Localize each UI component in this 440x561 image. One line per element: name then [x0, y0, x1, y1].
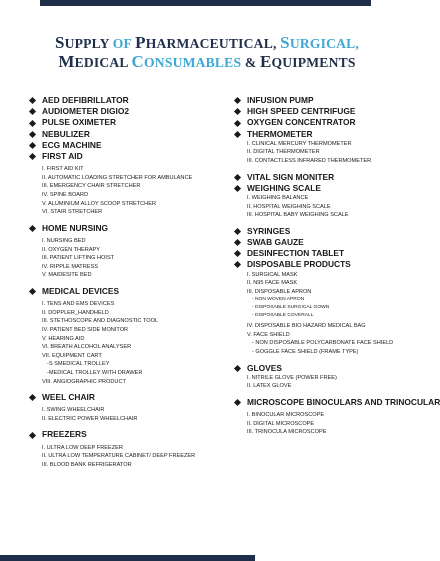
list-item: V. FACE SHIELD [247, 331, 290, 338]
diamond-bullet-icon [29, 142, 36, 149]
title-segment: M [58, 52, 75, 71]
category-microscope: MICROSCOPE BINOCULARS AND TRINOCULAR [233, 397, 408, 408]
diamond-bullet-icon [234, 131, 241, 138]
title-segment: UPPLY [64, 36, 113, 51]
list-item: III. PATIENT LIFTING HOIST [42, 255, 115, 262]
list-item: III. STETHOSCOPE AND DIAGNOSTIC TOOL [42, 318, 159, 325]
list-item: III. EMERGENCY CHAIR STRETCHER [42, 183, 141, 190]
list-item: II. DOPPLER_HANDHELD [42, 309, 109, 316]
list-item: I. TENS AND EMS DEVICES [42, 301, 115, 308]
category-wheel-chair: WEEL CHAIR [28, 392, 208, 403]
list-item: III. TRINOCULA MICROSCOPE [247, 429, 327, 436]
product-infusion-pump: INFUSION PUMP [233, 95, 408, 106]
list-item: II. DIGITAL THERMOMETER [247, 149, 320, 156]
list-item: III. BLOOD BANK REFRIGERATOR [42, 461, 132, 468]
diamond-bullet-icon [234, 228, 241, 235]
right-column [233, 95, 440, 437]
product-vital-sign-monitor: VITAL SIGN MONITER [233, 172, 408, 183]
diamond-bullet-icon [234, 250, 241, 257]
list-subitem: -MEDICAL TROLLEY WITH DRAWER [47, 369, 143, 376]
list-item: V. MAIDESITE BED [42, 272, 92, 279]
bottom-accent-bar [0, 555, 255, 561]
list-item: IV. RIPPLE MATRESS [42, 263, 98, 270]
list-item: VI. BREATH ALCOHOL ANALYSER [42, 344, 132, 351]
diamond-bullet-icon [29, 225, 36, 232]
title-line-2 [22, 53, 392, 72]
disposable-products-list [233, 271, 408, 357]
list-item: VIII. ANGIOGRAPHIC PRODUCT [42, 378, 126, 385]
list-item: VII. EQUIPMENT CART [42, 352, 102, 359]
list-item: II. HOSPITAL WEIGHING SCALE [247, 203, 331, 210]
diamond-bullet-icon [234, 174, 241, 181]
category-thermometer: THERMOMETER [233, 129, 408, 140]
list-subitem: - GOGGLE FACE SHIELD (FRAME TYPE) [252, 348, 359, 355]
thermometer-list [233, 140, 408, 166]
diamond-bullet-icon [29, 97, 36, 104]
product-nebulizer: NEBULIZER [28, 129, 208, 140]
list-item: I. BINOCULAR MICROSCOPE [247, 412, 325, 419]
title-segment: HARMACEUTICAL, [145, 36, 281, 51]
product-ecg-machine: ECG MACHINE [28, 140, 208, 151]
diamond-bullet-icon [29, 131, 36, 138]
diamond-bullet-icon [234, 185, 241, 192]
title-segment: ONSUMABLES [144, 55, 245, 70]
list-item: I. NITRILE GLOVE (POWER FREE) [247, 374, 337, 381]
product-pulse-oximeter: PULSE OXIMETER [28, 117, 208, 128]
diamond-bullet-icon [234, 365, 241, 372]
title-segment: S [54, 33, 65, 52]
title-line-1 [22, 34, 392, 53]
list-item: I. SWING WHEELCHAIR [42, 407, 105, 414]
diamond-bullet-icon [234, 97, 241, 104]
product-desinfection-tablet: DESINFECTION TABLET [233, 248, 408, 259]
diamond-bullet-icon [29, 432, 36, 439]
home-nursing-list [28, 237, 208, 280]
diamond-bullet-icon [29, 119, 36, 126]
top-accent-bar [40, 0, 371, 6]
list-item: I. SURGICAL MASK [247, 271, 298, 278]
title-segment: C [131, 52, 145, 71]
category-home-nursing: HOME NURSING [28, 223, 208, 234]
product-audiometer: AUDIOMETER DIGIO2 [28, 106, 208, 117]
title-segment: & [244, 55, 260, 70]
list-item: V. ALUMINIUM ALLOY SCOOP STRETCHER [42, 200, 156, 207]
diamond-bullet-icon [234, 399, 241, 406]
microscope-list [233, 411, 408, 437]
title-segment: URGICAL, [289, 36, 360, 51]
diamond-bullet-icon [29, 153, 36, 160]
list-item: III. HOSPITAL BABY WEIGHING SCALE [247, 212, 349, 219]
list-subitem: - DISPOSABLE SURGICAL GOWN [252, 304, 330, 310]
list-item: IV. DISPOSABLE BIO HAZARD MEDICAL BAG [247, 323, 366, 330]
list-item: I. CLINICAL MERCURY THERMOMETER [247, 140, 352, 147]
diamond-bullet-icon [234, 261, 241, 268]
list-subitem: - NON DISPOSABLE POLYCARBONATE FACE SHIELD [252, 340, 394, 347]
list-item: V. HEARING AID [42, 335, 85, 342]
diamond-bullet-icon [29, 288, 36, 295]
gloves-list [233, 374, 408, 391]
list-subitem: -S SMEDICAL TROLLEY [47, 361, 110, 368]
product-high-speed-centrifuge: HIGH SPEED CENTRIFUGE [233, 106, 408, 117]
list-item: I. NURSING BED [42, 237, 86, 244]
weighing-scale-list [233, 194, 408, 220]
title-segment: OF [112, 36, 136, 51]
list-subitem: - DISPOSABLE COVERALL [252, 312, 314, 318]
list-subitem: - NON WOVEN APRON [252, 297, 305, 303]
title-segment: P [135, 33, 146, 52]
category-gloves: GLOVES [233, 363, 408, 374]
product-oxygen-concentrator: OXYGEN CONCENTRATOR [233, 117, 408, 128]
list-item: II. DIGITAL MICROSCOPE [247, 420, 315, 427]
diamond-bullet-icon [234, 119, 241, 126]
list-item: I. FIRST AID KIT [42, 166, 84, 173]
title-segment: S [280, 33, 290, 52]
list-item: I. WEIGHING BALANCE [247, 195, 309, 201]
page-title [22, 34, 392, 72]
category-freezers: FREEZERS [28, 429, 208, 440]
diamond-bullet-icon [29, 394, 36, 401]
list-item: II. ULTRA LOW TEMPERATURE CABINET/ DEEP FREEZER [42, 453, 196, 460]
diamond-bullet-icon [234, 239, 241, 246]
list-item: II. N95 FACE MASK [247, 280, 298, 287]
list-item: III. CONTACTLESS INFRARED THERMOMETER [247, 158, 372, 164]
list-item: I. ULTRA LOW DEEP FREEZER [42, 444, 123, 451]
title-segment: QUIPMENTS [271, 55, 356, 70]
freezers-list [28, 444, 208, 470]
category-disposable-products: DISPOSABLE PRODUCTS [233, 259, 408, 270]
list-item: II. AUTOMATIC LOADING STRETCHER FOR AMBULANCE [42, 174, 193, 181]
product-swab-gauze: SWAB GAUZE [233, 237, 408, 248]
list-item: VI. STAIR STRETCHER [42, 209, 103, 216]
category-first-aid: FIRST AID [28, 151, 208, 162]
left-column [28, 95, 208, 469]
list-item: IV. PATIENT BED SIDE MONITOR [42, 326, 129, 333]
wheel-chair-list [28, 406, 208, 423]
diamond-bullet-icon [234, 108, 241, 115]
medical-devices-list [28, 300, 208, 386]
list-item: II. OXYGEN THERAPY [42, 246, 101, 253]
category-weighing-scale: WEIGHING SCALE [233, 183, 408, 194]
product-aed-defibrillator: AED DEFIBRILLATOR [28, 95, 208, 106]
list-item: IV. SPINE BOARD [42, 192, 89, 198]
list-item: II. LATEX GLOVE [247, 383, 292, 390]
category-medical-devices: MEDICAL DEVICES [28, 286, 208, 297]
title-segment: EDICAL [74, 55, 132, 70]
first-aid-list [28, 165, 208, 217]
diamond-bullet-icon [29, 108, 36, 115]
product-syringes: SYRINGES [233, 226, 408, 237]
list-item: III. DISPOSABLE APRON [247, 288, 312, 295]
list-item: II. ELECTRIC POWER WHEELCHAIR [42, 415, 138, 422]
title-segment: E [259, 52, 272, 71]
